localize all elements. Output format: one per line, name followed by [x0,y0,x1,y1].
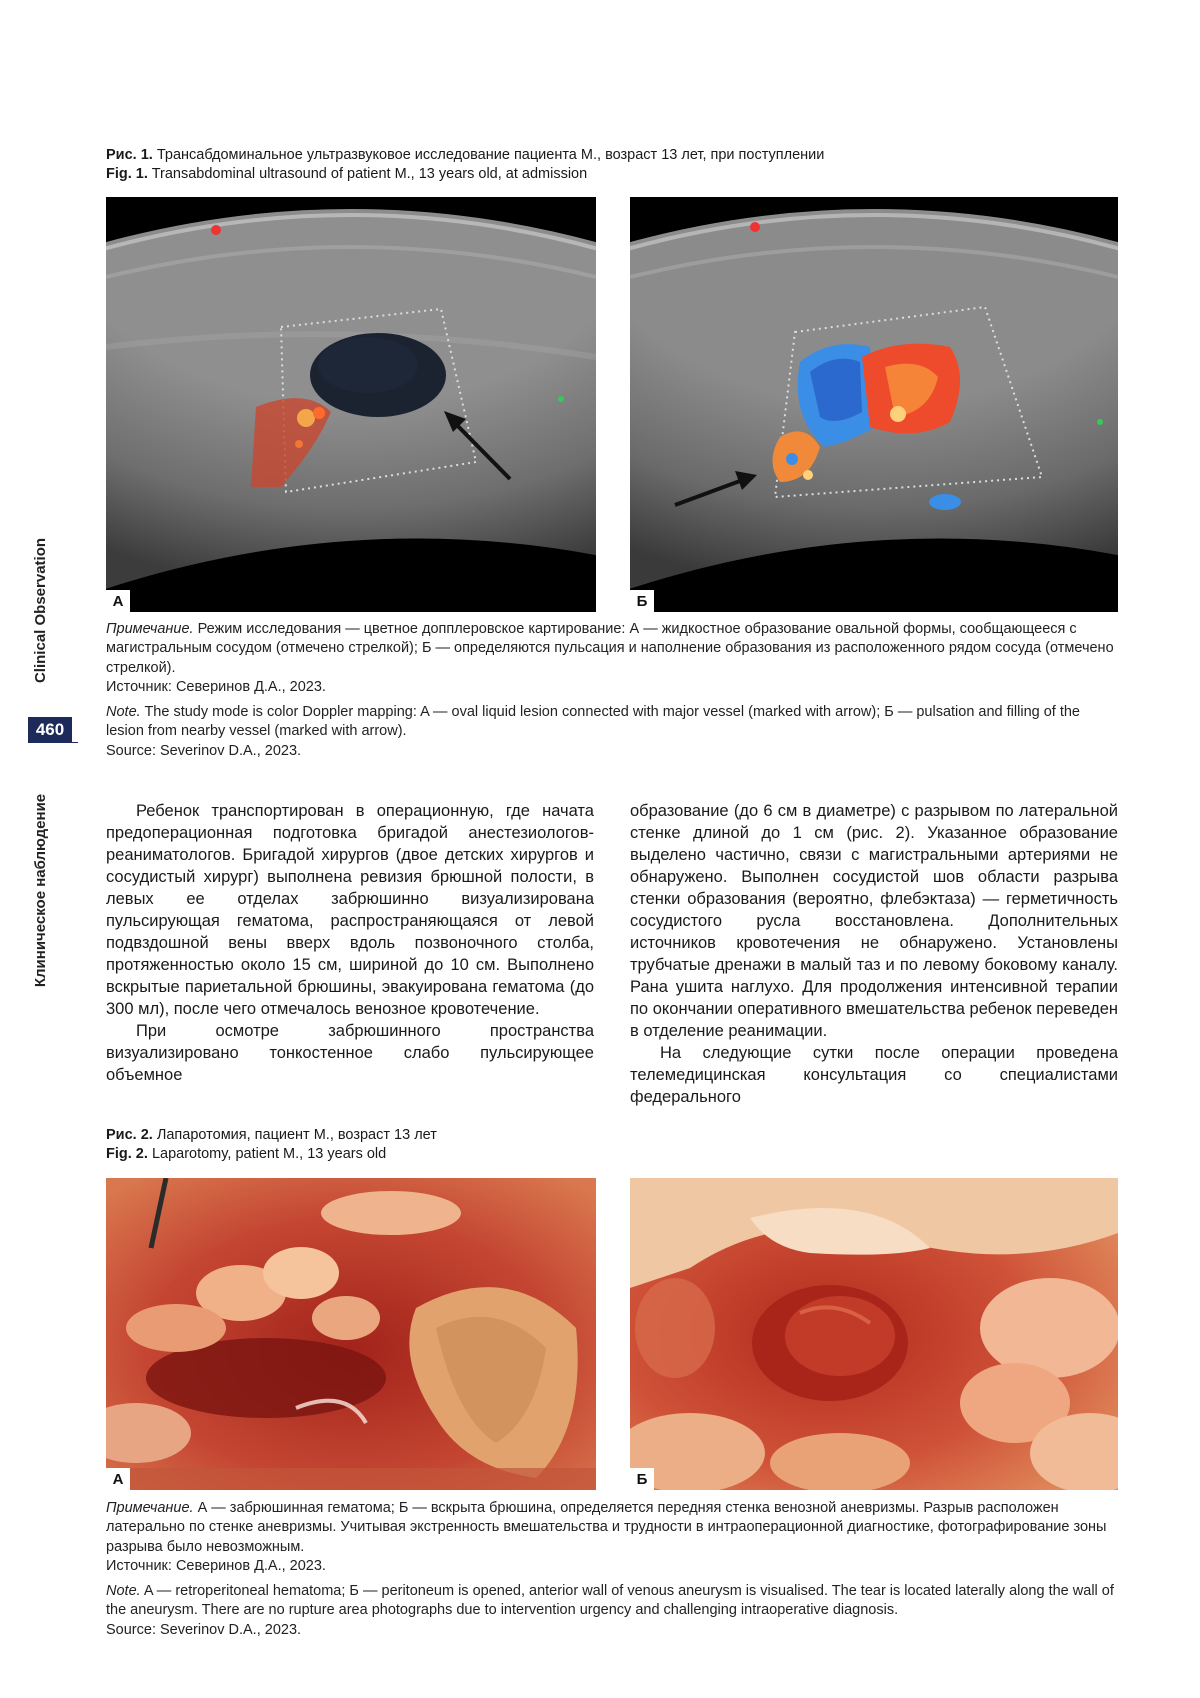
figure2-note-en: A — retroperitoneal hematoma; Б — peritoneum is opened, anterior wall of venous aneurysm is visualised. The tear is located laterally along the wall of the aneurysm. There are no rupture area photographs due to intervention urgency and challenging intraoperative diagnosis. [106,1583,1114,1619]
figure2-caption-en: Laparotomy, patient M., 13 years old [151,1146,387,1162]
figure1-note-ru: Режим исследования — цветное допплеровское картирование: А — жидкостное образование овальной формы, сообщающееся с магистральным сосудом (отмечено стрелкой); Б — определяются пульсация и наполнение образования из расположенного рядом сосуда (отмечено стрелкой). [106,621,1114,676]
body-column-left [106,800,594,1086]
figure1-caption [106,146,1116,184]
figure1-caption-ru-label: Рис. 1. [106,147,153,163]
figure1-panel-a-letter: А [106,590,130,612]
figure2-caption [106,1126,1116,1164]
figure2-note-en-label: Note. [106,1583,141,1600]
section-label-ru [30,760,52,1020]
figure1-note-en-label: Note. [106,704,141,721]
figure2-note-en-para [106,1582,1116,1621]
figure2-panel-b-photo [630,1178,1118,1490]
section-label-en-text: Clinical Observation [32,537,50,683]
figure2-note-ru-para [106,1499,1116,1557]
figure1-panel-b-ultrasound [630,197,1118,612]
section-label-en [30,520,52,700]
figure2-panel-a-photo [106,1178,596,1490]
figure1-note-en-para [106,703,1116,742]
body-right-paragraph-1: образование (до 6 см в диаметре) с разрывом по латеральной стенке длиной до 1 см (рис. 2). Указанное образование выделено частично, связи с магистральными артериями не обнаружено. Выполнен сосудистой шов области разрыва стенки образования (вероятно, флебэктаза) — герметичность сосудистого русла восстановлена. Дополнительных источников кровотечения не обнаружено. Установлены трубчатые дренажи в малый таз и по левому боковому каналу. Рана ушита наглухо. Для продолжения интенсивной терапии по окончании оперативного вмешательства ребенок переведен в отделение реанимации. [630,802,1118,1040]
figure1-caption-en-label: Fig. 1. [106,166,148,182]
figure1-note-ru-label: Примечание. [106,621,194,637]
laparotomy-a-image [106,1178,596,1490]
body-left-paragraph-1: Ребенок транспортирован в операционную, где начата предоперационная подготовка бригадой анестезиологов-реаниматологов. Бригадой хирургов (двое детских хирургов и сосудистый хирург) выполнена ревизия брюшной полости, в левых ее отделах забрюшинно визуализирована пульсирующая гематома, распространяющаяся от левой подвздошной вены вверх вдоль позвоночного столба, протяженностью около 15 см, шириной до 10 см. Выполнено вскрытые париетальной брюшины, эвакуирована гематома (до 300 мл), после чего отмечалось венозное кровотечение. [106,802,594,1018]
figure2-panel-b-letter: Б [630,1468,654,1490]
page-number-rule [72,742,78,743]
body-right-paragraph-2: На следующие сутки после операции проведена телемедицинская консультация со специалистами федерального [630,1044,1118,1106]
figure2-panel-a-letter: А [106,1468,130,1490]
body-column-right [630,800,1118,1108]
figure2-source-en: Source: Severinov D.A., 2023. [106,1621,302,1638]
figure2-caption-en-label: Fig. 2. [106,1146,148,1162]
figure2-caption-ru: Лапаротомия, пациент М., возраст 13 лет [156,1127,437,1143]
figure1-source-en: Source: Severinov D.A., 2023. [106,742,302,759]
figure1-caption-ru: Трансабдоминальное ультразвуковое исследование пациента М., возраст 13 лет, при поступлении [156,147,825,163]
page-number: 460 [28,717,72,743]
ultrasound-b-image [630,197,1118,612]
section-label-ru-text: Клиническое наблюдение [32,793,50,987]
figure2-source-ru: Источник: Северинов Д.А., 2023. [106,1557,326,1574]
figure1-note-ru-para [106,620,1116,678]
figure1-source-ru: Источник: Северинов Д.А., 2023. [106,678,326,695]
figure1-panel-b-letter: Б [630,590,654,612]
figure2-note [106,1499,1116,1640]
figure1-note [106,620,1116,761]
laparotomy-b-image [630,1178,1118,1490]
figure2-note-ru-label: Примечание. [106,1500,194,1516]
figure1-panel-a-ultrasound [106,197,596,612]
figure1-note-en: The study mode is color Doppler mapping: A — oval liquid lesion connected with major vessel (marked with arrow); Б — pulsation and filling of the lesion from nearby vessel (marked with arrow). [106,704,1081,740]
figure2-caption-ru-label: Рис. 2. [106,1127,153,1143]
body-left-paragraph-2: При осмотре забрюшинного пространства визуализировано тонкостенное слабо пульсирующее объемное [106,1022,594,1084]
figure2-note-ru: А — забрюшинная гематома; Б — вскрыта брюшина, определяется передняя стенка венозной аневризмы. Разрыв расположен латерально по стенке аневризмы. Учитывая экстренность вмешательства и трудности в интраоперационной диагностике, фотографирование зоны разрыва было невозможным. [106,1500,1107,1555]
ultrasound-a-image [106,197,596,612]
figure1-caption-en: Transabdominal ultrasound of patient M., 13 years old, at admission [151,166,588,182]
